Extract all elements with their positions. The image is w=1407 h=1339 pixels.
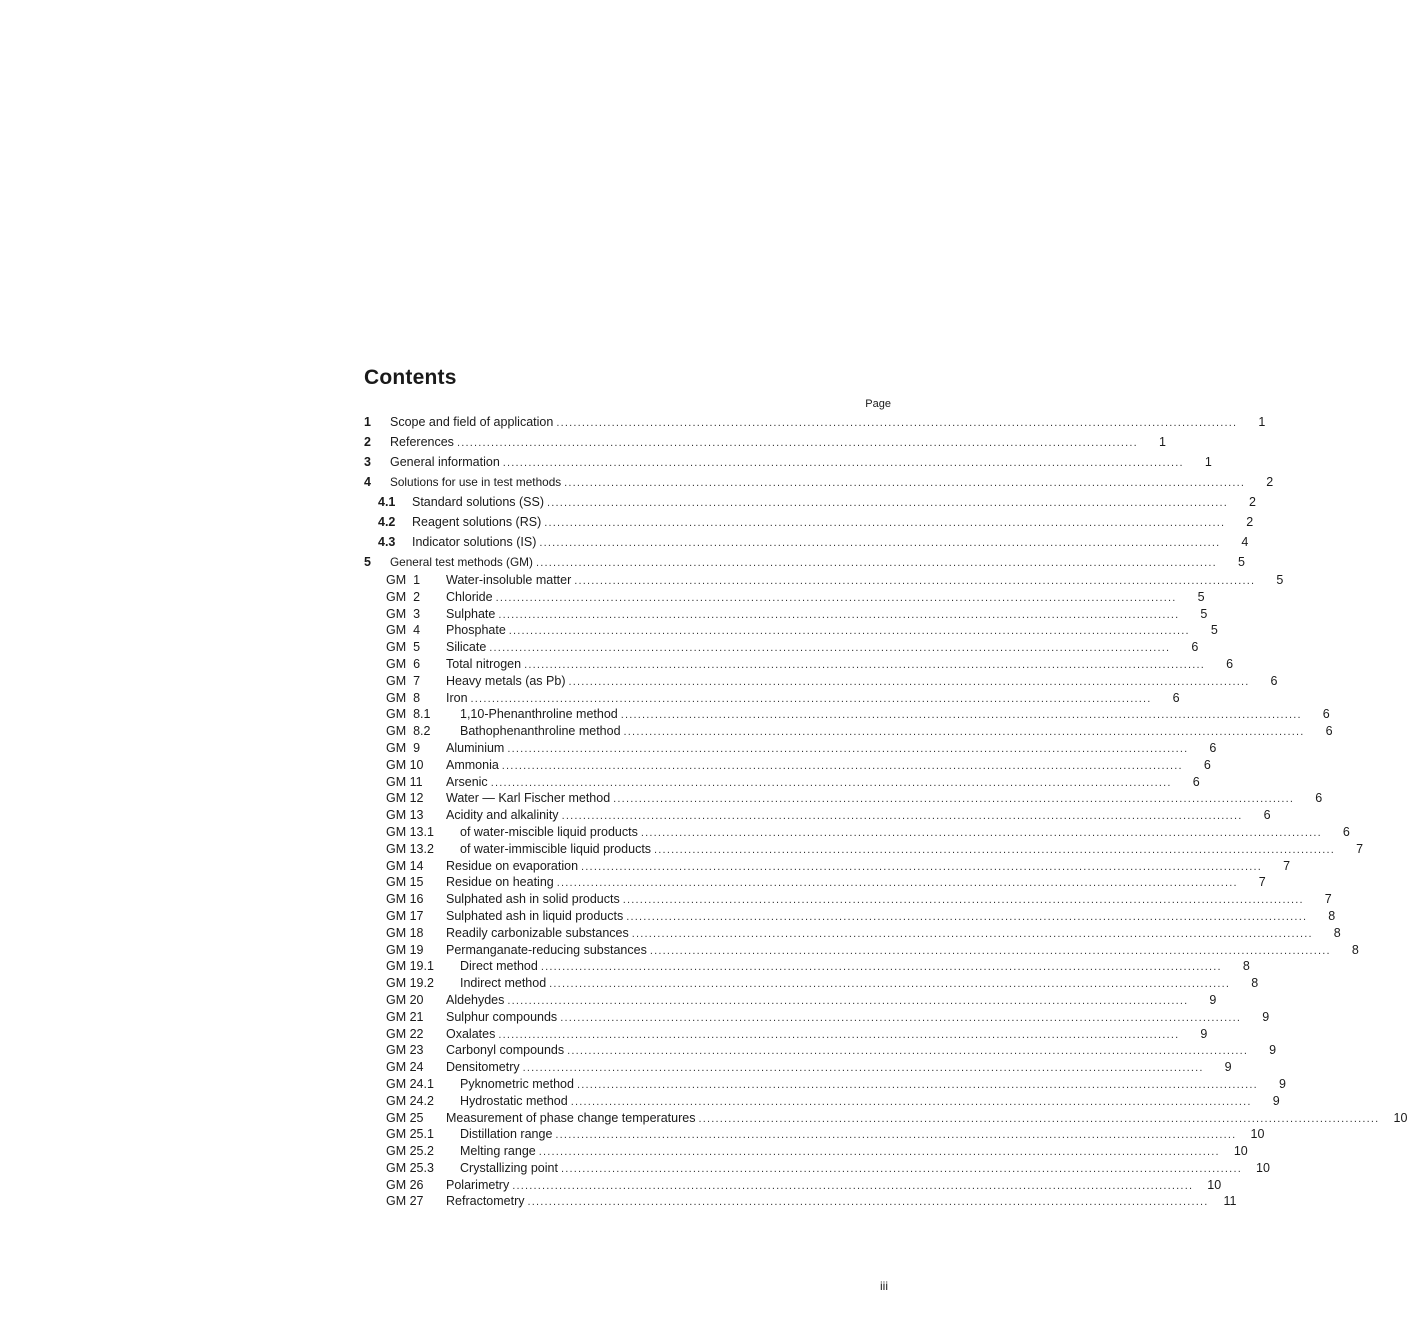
- toc-entry-code: GM 1: [386, 573, 421, 587]
- dot-leader: ................................................................................................................................................................: [507, 994, 1189, 1007]
- dot-leader: ................................................................................................................................................................: [560, 1162, 1242, 1175]
- page-number: iii: [880, 1279, 888, 1293]
- toc-entry-code: GM 6: [386, 656, 421, 671]
- toc-entry-page: 7: [1356, 841, 1364, 856]
- toc-entry-page: 2: [1246, 515, 1254, 529]
- toc-entry-number: 4.1: [378, 495, 396, 509]
- toc-entry[interactable]: [360, 432, 1166, 452]
- dot-leader: ................................................................................................................................................................: [654, 843, 1336, 856]
- toc-entry-page: 1: [1258, 415, 1266, 429]
- dot-leader: ................................................................................................................................................................: [574, 575, 1256, 587]
- toc-entry-title: Indirect method: [460, 976, 547, 991]
- toc-entry-page: 6: [1191, 640, 1199, 655]
- toc-entry-code: GM 14: [386, 858, 424, 873]
- toc-entry[interactable]: [360, 1009, 1270, 1026]
- toc-entry[interactable]: [360, 858, 1291, 875]
- dot-leader: ................................................................................................................................................................: [498, 1028, 1180, 1041]
- dot-leader: ................................................................................................................................................................: [631, 927, 1313, 940]
- toc-entry-page: 6: [1192, 774, 1200, 789]
- toc-entry-page: 8: [1328, 908, 1336, 923]
- dot-leader: ................................................................................................................................................................: [498, 608, 1180, 621]
- toc-entry-code: GM 8: [386, 690, 421, 705]
- toc-entry-page: 8: [1251, 976, 1259, 991]
- dot-leader: ................................................................................................................................................................: [556, 417, 1238, 429]
- toc-entry-page: 6: [1209, 740, 1217, 755]
- toc-entry-title: Hydrostatic method: [460, 1093, 568, 1108]
- dot-leader: ................................................................................................................................................................: [576, 1078, 1258, 1091]
- toc-entry[interactable]: [360, 975, 1259, 992]
- toc-entry-code: GM 13: [386, 808, 424, 823]
- toc-entry[interactable]: [360, 706, 1330, 723]
- toc-entry-code: GM 5: [386, 640, 421, 655]
- toc-entry[interactable]: [360, 673, 1278, 690]
- toc-entry[interactable]: [360, 492, 1256, 512]
- dot-leader: ................................................................................................................................................................: [626, 910, 1308, 923]
- toc-entry-title: Refractometry: [446, 1194, 525, 1209]
- toc-entry-page: 4: [1241, 535, 1249, 549]
- dot-leader: ................................................................................................................................................................: [549, 978, 1231, 991]
- toc-entry-code: GM 24: [386, 1060, 424, 1075]
- dot-leader: ................................................................................................................................................................: [535, 557, 1217, 569]
- toc-entry[interactable]: [360, 925, 1341, 942]
- toc-entry-code: GM 8.2: [386, 724, 431, 739]
- toc-entry-title: References: [390, 435, 454, 449]
- dot-leader: ................................................................................................................................................................: [560, 1011, 1242, 1024]
- dot-leader: ................................................................................................................................................................: [524, 658, 1206, 671]
- toc-entry-code: GM 25.2: [386, 1144, 434, 1159]
- toc-entry[interactable]: [360, 774, 1200, 791]
- toc-entry-title: Measurement of phase change temperatures: [446, 1110, 696, 1125]
- toc-entry-title: Distillation range: [460, 1127, 553, 1142]
- toc-entry-number: 4.2: [378, 515, 396, 529]
- toc-entry-code: GM 16: [386, 892, 424, 907]
- toc-entry-title: Total nitrogen: [446, 656, 522, 671]
- toc-entry-title: Melting range: [460, 1144, 536, 1159]
- toc-entry-code: GM 24.2: [386, 1093, 434, 1108]
- toc-entry-page: 9: [1269, 1043, 1277, 1058]
- toc-entry-title: of water-immiscible liquid products: [460, 841, 652, 856]
- toc-entry[interactable]: [360, 807, 1271, 824]
- toc-entry-title: Polarimetry: [446, 1177, 510, 1192]
- toc-entry-title: Arsenic: [446, 774, 488, 789]
- toc-entry-page: 6: [1270, 673, 1278, 688]
- toc-entry-code: GM 19.1: [386, 959, 434, 974]
- toc-entry-code: GM 20: [386, 992, 424, 1007]
- toc-entry-page: 6: [1342, 824, 1350, 839]
- dot-leader: ................................................................................................................................................................: [556, 877, 1238, 890]
- toc-entry-page: 7: [1324, 892, 1332, 907]
- dot-leader: ................................................................................................................................................................: [564, 477, 1246, 489]
- dot-leader: ................................................................................................................................................................: [698, 1112, 1380, 1125]
- toc-entry[interactable]: [360, 891, 1332, 908]
- toc-entry-title: Indicator solutions (IS): [412, 535, 537, 549]
- toc-entry[interactable]: [360, 656, 1234, 673]
- toc-entry-number: 5: [364, 555, 371, 569]
- toc-entry-title: Bathophenanthroline method: [460, 724, 621, 739]
- toc-entry[interactable]: [360, 532, 1249, 552]
- toc-entry[interactable]: [360, 452, 1212, 472]
- toc-entry-code: GM 7: [386, 673, 421, 688]
- toc-entry[interactable]: [360, 589, 1205, 606]
- toc-entry-page: 7: [1258, 875, 1266, 890]
- toc-entry-title: Aluminium: [446, 740, 505, 755]
- toc-entry[interactable]: [360, 1143, 1248, 1160]
- dot-leader: ................................................................................................................................................................: [567, 1045, 1249, 1058]
- toc-entry-code: GM 9: [386, 740, 421, 755]
- toc-entry-title: Silicate: [446, 640, 487, 655]
- dot-leader: ................................................................................................................................................................: [508, 625, 1190, 638]
- dot-leader: ................................................................................................................................................................: [527, 1196, 1209, 1209]
- toc-entry[interactable]: [360, 942, 1359, 959]
- toc-entry[interactable]: [360, 1177, 1222, 1194]
- toc-entry-page: 6: [1226, 656, 1234, 671]
- toc-entry-title: Densitometry: [446, 1060, 520, 1075]
- toc-entry[interactable]: [360, 1126, 1265, 1143]
- toc-entry-page: 5: [1197, 589, 1205, 604]
- toc-entry-page: 11: [1223, 1194, 1237, 1209]
- toc-entry-title: Sulphated ash in solid products: [446, 892, 620, 907]
- toc-entry-code: GM 13.1: [386, 824, 434, 839]
- toc-entry-number: 2: [364, 435, 371, 449]
- toc-entry-code: GM 17: [386, 908, 424, 923]
- dot-leader: ................................................................................................................................................................: [568, 675, 1250, 688]
- dot-leader: ................................................................................................................................................................: [489, 642, 1171, 655]
- toc-entry[interactable]: [360, 757, 1211, 774]
- toc-entry-title: Readily carbonizable substances: [446, 925, 629, 940]
- toc-entry-code: GM 11: [386, 774, 423, 789]
- dot-leader: ................................................................................................................................................................: [570, 1095, 1252, 1108]
- toc-entry-code: GM 18: [386, 925, 424, 940]
- toc-entry-title: Phosphate: [446, 623, 506, 638]
- dot-leader: ................................................................................................................................................................: [540, 961, 1222, 974]
- toc-entry[interactable]: [360, 1193, 1237, 1210]
- toc-entry-page: 10: [1256, 1160, 1270, 1175]
- toc-entry-number: 3: [364, 455, 371, 469]
- toc-entry-page: 10: [1233, 1144, 1248, 1159]
- toc-entry-title: Permanganate-reducing substances: [446, 942, 647, 957]
- dot-leader: ................................................................................................................................................................: [502, 457, 1184, 469]
- toc-entry-page: 8: [1333, 925, 1341, 940]
- toc-entry-page: 9: [1262, 1009, 1270, 1024]
- toc-entry-title: General test methods (GM): [390, 555, 533, 569]
- toc-entry[interactable]: [360, 639, 1199, 656]
- toc-entry-title: Residue on heating: [446, 875, 554, 890]
- toc-entry[interactable]: [360, 622, 1218, 639]
- dot-leader: ................................................................................................................................................................: [622, 894, 1304, 907]
- toc-entry-page: 2: [1249, 495, 1256, 509]
- dot-leader: ................................................................................................................................................................: [581, 860, 1263, 873]
- toc-entry-code: GM 26: [386, 1177, 424, 1192]
- toc-entry-title: Pyknometric method: [460, 1076, 574, 1091]
- toc-entry-code: GM 8.1: [386, 707, 431, 722]
- toc-entry-title: Solutions for use in test methods: [390, 475, 562, 489]
- toc-entry-page: 2: [1266, 475, 1274, 489]
- toc-entry[interactable]: [360, 723, 1333, 740]
- toc-entry-code: GM 25: [386, 1110, 424, 1125]
- toc-entry-title: Direct method: [460, 959, 538, 974]
- toc-entry[interactable]: [360, 1160, 1270, 1177]
- dot-leader: ................................................................................................................................................................: [539, 537, 1221, 549]
- toc-entry-code: GM 24.1: [386, 1076, 434, 1091]
- toc-entry[interactable]: [360, 992, 1217, 1009]
- toc-entry[interactable]: [360, 1026, 1208, 1043]
- toc-entry-number: 4.3: [378, 535, 396, 549]
- dot-leader: ................................................................................................................................................................: [561, 810, 1243, 823]
- toc-entry[interactable]: [360, 908, 1336, 925]
- toc-entry-code: GM 19.2: [386, 976, 434, 991]
- toc-entry[interactable]: [360, 512, 1254, 532]
- toc-entry-page: 8: [1242, 959, 1250, 974]
- toc-entry-title: 1,10-Phenanthroline method: [460, 707, 618, 722]
- toc-entry-title: Sulphated ash in liquid products: [446, 908, 624, 923]
- toc-entry-title: Sulphate: [446, 606, 496, 621]
- toc-entry[interactable]: [360, 572, 1284, 589]
- toc-entry-code: GM 12: [386, 791, 424, 806]
- toc-entry-page: 5: [1276, 573, 1284, 587]
- toc-entry-page: 8: [1351, 942, 1359, 957]
- toc-entry-number: 4: [364, 475, 371, 489]
- toc-entry-title: General information: [390, 455, 500, 469]
- toc-entry-page: 6: [1325, 724, 1333, 739]
- page-title: Contents: [364, 366, 457, 389]
- toc-entry[interactable]: [360, 790, 1323, 807]
- toc-entry-page: 9: [1209, 992, 1217, 1007]
- toc-entry-page: 10: [1250, 1127, 1265, 1142]
- toc-entry-title: Acidity and alkalinity: [446, 808, 559, 823]
- dot-leader: ................................................................................................................................................................: [495, 591, 1177, 604]
- toc-entry[interactable]: [360, 740, 1217, 757]
- toc-entry-page: 6: [1172, 690, 1180, 705]
- dot-leader: ................................................................................................................................................................: [620, 709, 1302, 722]
- toc-entry-page: 5: [1200, 606, 1208, 621]
- dot-leader: ................................................................................................................................................................: [456, 437, 1138, 449]
- toc-entry[interactable]: [360, 690, 1180, 707]
- toc-entry-code: GM 21: [386, 1009, 424, 1024]
- toc-entry-code: GM 25.1: [386, 1127, 434, 1142]
- toc-entry-page: 9: [1224, 1060, 1232, 1075]
- toc-entry-page: 6: [1315, 791, 1323, 806]
- toc-entry-page: 5: [1237, 555, 1245, 569]
- dot-leader: ................................................................................................................................................................: [640, 826, 1322, 839]
- toc-entry-page: 6: [1203, 757, 1211, 772]
- toc-entry[interactable]: [360, 1042, 1277, 1059]
- toc-entry-code: GM 22: [386, 1026, 424, 1041]
- toc-entry-code: GM 15: [386, 875, 424, 890]
- toc-entry-page: 6: [1263, 808, 1271, 823]
- dot-leader: ................................................................................................................................................................: [538, 1146, 1220, 1159]
- toc-entry[interactable]: [360, 1093, 1280, 1110]
- toc-entry-code: GM 3: [386, 606, 421, 621]
- toc-entry-code: GM 19: [386, 942, 424, 957]
- toc-entry-code: GM 10: [386, 757, 424, 772]
- toc-entry-page: 9: [1200, 1026, 1208, 1041]
- toc-entry-code: GM 13.2: [386, 841, 434, 856]
- toc-entry-title: Iron: [446, 690, 468, 705]
- toc-entry-title: Crystallizing point: [460, 1160, 558, 1175]
- dot-leader: ................................................................................................................................................................: [613, 793, 1295, 806]
- table-of-contents: [360, 412, 1407, 1210]
- toc-entry-code: GM 2: [386, 589, 421, 604]
- toc-entry-title: Residue on evaporation: [446, 858, 579, 873]
- toc-entry-title: Aldehydes: [446, 992, 505, 1007]
- toc-entry[interactable]: [360, 472, 1274, 492]
- toc-entry-page: 1: [1204, 455, 1212, 469]
- toc-entry[interactable]: [360, 841, 1364, 858]
- toc-entry-page: 9: [1272, 1093, 1280, 1108]
- dot-leader: ................................................................................................................................................................: [544, 517, 1226, 529]
- toc-entry-title: Standard solutions (SS): [412, 495, 545, 509]
- toc-entry[interactable]: [360, 1059, 1232, 1076]
- dot-leader: ................................................................................................................................................................: [507, 742, 1189, 755]
- toc-entry-title: Scope and field of application: [390, 415, 554, 429]
- toc-entry-page: 1: [1158, 435, 1166, 449]
- dot-leader: ................................................................................................................................................................: [547, 497, 1228, 509]
- toc-entry-code: GM 25.3: [386, 1160, 434, 1175]
- toc-entry-title: Ammonia: [446, 757, 499, 772]
- toc-entry-title: Chloride: [446, 589, 493, 604]
- toc-entry[interactable]: [360, 552, 1245, 572]
- dot-leader: ................................................................................................................................................................: [555, 1129, 1237, 1142]
- toc-entry-page: 5: [1210, 623, 1218, 638]
- toc-entry-number: 1: [364, 415, 371, 429]
- dot-leader: ................................................................................................................................................................: [490, 776, 1172, 789]
- dot-leader: ................................................................................................................................................................: [512, 1179, 1194, 1192]
- toc-entry[interactable]: [360, 958, 1250, 975]
- toc-entry[interactable]: [360, 1110, 1407, 1127]
- toc-entry-code: GM 27: [386, 1194, 424, 1209]
- page-column-label: Page: [865, 398, 891, 410]
- toc-entry-title: Water — Karl Fischer method: [446, 791, 611, 806]
- dot-leader: ................................................................................................................................................................: [522, 1062, 1204, 1075]
- dot-leader: ................................................................................................................................................................: [470, 692, 1152, 705]
- toc-entry-page: 10: [1393, 1110, 1407, 1125]
- toc-entry-page: 6: [1322, 707, 1330, 722]
- toc-entry[interactable]: [360, 1076, 1286, 1093]
- toc-entry[interactable]: [360, 824, 1350, 841]
- toc-entry-page: 10: [1207, 1177, 1222, 1192]
- toc-entry[interactable]: [360, 874, 1266, 891]
- dot-leader: ................................................................................................................................................................: [623, 726, 1305, 739]
- toc-entry-title: Water-insoluble matter: [446, 573, 572, 587]
- toc-entry-code: GM 23: [386, 1043, 424, 1058]
- toc-entry-title: Oxalates: [446, 1026, 496, 1041]
- toc-entry-title: of water-miscible liquid products: [460, 824, 638, 839]
- toc-entry[interactable]: [360, 606, 1208, 623]
- toc-entry-page: 7: [1283, 858, 1291, 873]
- dot-leader: ................................................................................................................................................................: [501, 759, 1183, 772]
- toc-entry-page: 9: [1278, 1076, 1286, 1091]
- toc-entry-title: Carbonyl compounds: [446, 1043, 565, 1058]
- dot-leader: ................................................................................................................................................................: [649, 944, 1331, 957]
- toc-entry-title: Heavy metals (as Pb): [446, 673, 566, 688]
- toc-entry-title: Sulphur compounds: [446, 1009, 558, 1024]
- toc-entry-code: GM 4: [386, 623, 421, 638]
- toc-entry-title: Reagent solutions (RS): [412, 515, 542, 529]
- toc-entry[interactable]: [360, 412, 1266, 432]
